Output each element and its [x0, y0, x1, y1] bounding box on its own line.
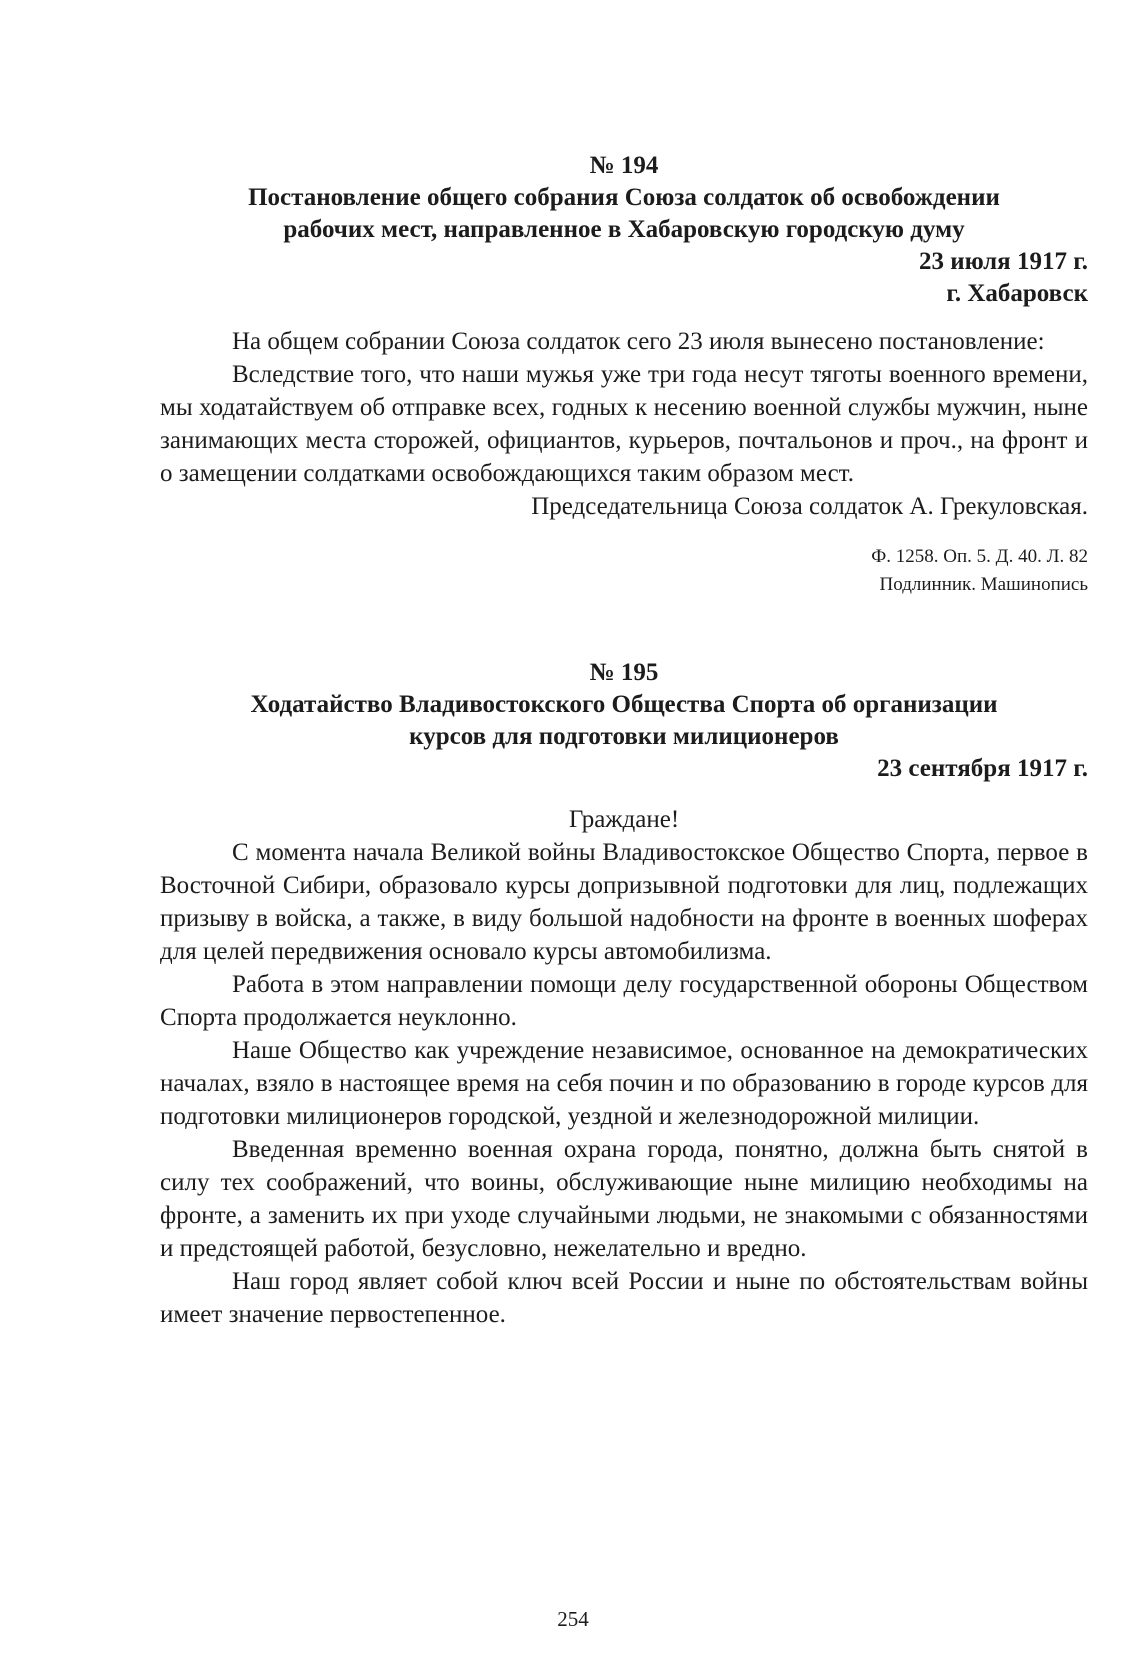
archive-note: Подлинник. Машинопись: [879, 574, 1088, 595]
document-paragraph: Введенная временно военная охрана города, понятно, должна быть снятой в силу тех соображений, что воины, обслуживающие ныне милицию необходимы на фронте, а заменить их при уходе случайными людьми, не знакомыми с обязанностями и предстоящей работой, безусловно, нежелательно и вредно.: [160, 1136, 1088, 1262]
document-paragraph: С момента начала Великой войны Владивостокское Общество Спорта, первое в Восточной Сибири, образовало курсы допризывной подготовки для лиц, подлежащих призыву в войска, а также, в виду большой надобности на фронте в военных шоферах для целей передвижения основало курсы автомобилизма.: [160, 839, 1088, 965]
document-title-line-1: Ходатайство Владивостокского Общества Спорта об организации: [250, 691, 998, 718]
document-body-paragraph: Вследствие того, что наши мужья уже три года несут тяготы военного времени, мы ходатайствуем об отправке всех, годных к несению военной службы мужчин, ныне занимающих места сторожей, официантов, курьеров, почтальонов и проч., на фронт и о замещении солдатками освобождающихся таким образом мест.: [160, 361, 1088, 487]
document-paragraph: Наш город являет собой ключ всей России и ныне по обстоятельствам войны имеет значение первостепенное.: [160, 1268, 1088, 1328]
document-title-line-2: рабочих мест, направленное в Хабаровскую городскую думу: [283, 216, 965, 243]
document-page: [160, 150, 1088, 1331]
document-paragraph: Работа в этом направлении помощи делу государственной обороны Обществом Спорта продолжается неуклонно.: [160, 971, 1088, 1031]
document-195: [160, 657, 1088, 1331]
document-number: № 195: [589, 659, 659, 686]
document-number: № 194: [589, 152, 659, 179]
document-paragraph: Наше Общество как учреждение независимое, основанное на демократических началах, взяло в настоящее время на себя почин и по образованию в городе курсов для подготовки милиционеров городской, уездной и железнодорожной милиции.: [160, 1037, 1088, 1130]
document-greeting: Граждане!: [568, 806, 680, 833]
document-date: 23 сентября 1917 г.: [877, 755, 1088, 782]
document-signature: Председательница Союза солдаток А. Грекуловская.: [531, 493, 1088, 520]
page-number: 254: [557, 1607, 589, 1631]
document-title-line-1: Постановление общего собрания Союза солдаток об освобождении: [248, 184, 1000, 211]
document-194: [160, 150, 1088, 599]
document-title-line-2: курсов для подготовки милиционеров: [409, 723, 839, 750]
document-date: 23 июля 1917 г.: [919, 248, 1088, 275]
document-place: г. Хабаровск: [946, 280, 1088, 307]
document-intro-paragraph: На общем собрании Союза солдаток сего 23 июля вынесено постановление:: [232, 328, 1045, 355]
archive-reference: Ф. 1258. Оп. 5. Д. 40. Л. 82: [871, 546, 1088, 567]
